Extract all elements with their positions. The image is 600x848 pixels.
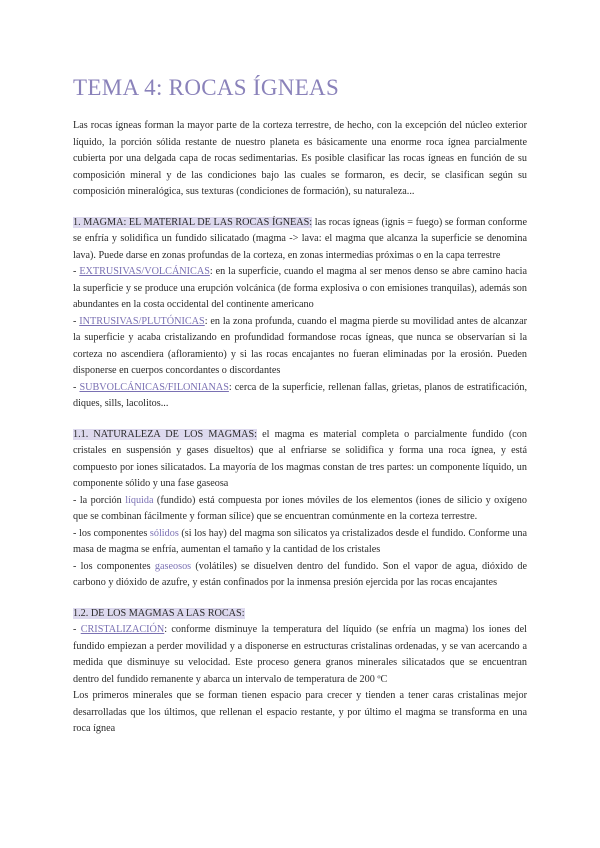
section-cristalizacion [73, 606, 527, 738]
intro-paragraph: Las rocas ígneas forman la mayor parte de la corteza terrestre, de hecho, con la excepción del núcleo exterior líquido, la porción sólida restante de nuestro planeta es básicamente una enorme roca ígnea parcialmente cubierta por una delgada capa de rocas sedimentarias. Es posible clasificar las rocas ígneas en función de su composición mineral y de las condiciones bajo las cuales se formaron, es decir, se clasifican según su composición mineralógica, sus texturas (condiciones de formación), su naturaleza... [73, 120, 527, 197]
section-cristalizacion-heading [73, 606, 527, 623]
list-item: - EXTRUSIVAS/VOLCÁNICAS: en la superficie, cuando el magma al ser menos denso se abre camino hacia la superficie y se produce una erupción volcánica (de forma explosiva o con emisiones tranquilas), además son abundantes en la costa occidental del continente americano [73, 266, 527, 310]
list-item: - los componentes sólidos (si los hay) del magma son silicatos ya cristalizados desde el fundido. Conforme una masa de magma se enfría, aumentan el tamaño y la cantidad de los cristales [73, 527, 527, 555]
term-intrusivas: INTRUSIVAS/PLUTÓNICAS [79, 315, 205, 327]
section-text: las rocas ígneas (ignis = fuego) se forman conforme se enfría y solidifica un fundido silicatado (magma -> lava: el magma que alcanza la superficie se denomina lava). Puede darse en zonas profundas de la corteza, en zonas intermedias próximas o en la capa terrestre [73, 216, 527, 261]
term-liquida: líquida [125, 494, 154, 506]
term-gaseosos: gaseosos [154, 560, 192, 572]
term-extrusivas: EXTRUSIVAS/VOLCÁNICAS [79, 266, 210, 277]
section-naturaleza-intro [73, 427, 527, 493]
section-text: el magma es material completa o parcialmente fundido (con cristales en suspensión y gases disueltos) que al enfriarse se solidifica y forma una roca ígnea, y está compuesto por iones silicatados. La mayoría de los magmas constan de tres partes: un componente líquido, un componente sólido y una fase gaseosa [73, 428, 527, 489]
list-item: - INTRUSIVAS/PLUTÓNICAS: en la zona profunda, cuando el magma pierde su movilidad antes de alcanzar la superficie y acaba cristalizando en profundidad formandose rocas ígneas, que nunca se observarían si la corteza no ascendiera (afloramiento) y si las rocas encajantes no fueran eliminadas por la erosión. Pueden disponerse en cuerpos concordantes o discordantes [73, 315, 527, 376]
term-solidos: sólidos [149, 527, 179, 539]
term-cristalizacion: CRISTALIZACIÓN [80, 624, 165, 635]
body-paragraph: Los primeros minerales que se forman tienen espacio para crecer y tienden a tener caras cristalinas mejor desarrolladas que los últimos, que rellenan el espacio restante, y por último el magma se transforma en una roca ígnea [73, 690, 527, 734]
list-item: - la porción líquida (fundido) está compuesta por iones móviles de los elementos (iones de silicio y oxígeno que se combinan fácilmente y forman sílice) que se encuentran comúnmente en la corteza terrestre. [73, 494, 527, 522]
term-subvolcanicas: SUBVOLCÁNICAS/FILONIANAS [79, 381, 229, 393]
list-item: - SUBVOLCÁNICAS/FILONIANAS: cerca de la superficie, rellenan fallas, grietas, planos de estratificación, diques, sills, lacolitos... [73, 381, 527, 409]
list-item: - los componentes gaseosos (volátiles) se disuelven dentro del fundido. Son el vapor de agua, dióxido de carbono y dióxido de azufre, y están confinados por la inmensa presión ejercida por las rocas encajantes [73, 560, 527, 588]
section-naturaleza [73, 427, 527, 592]
page-title: TEMA 4: ROCAS ÍGNEAS [73, 75, 340, 100]
section-magma-intro [73, 215, 527, 265]
section-heading: 1.2. DE LOS MAGMAS A LAS ROCAS: [73, 607, 245, 619]
section-heading: 1. MAGMA: EL MATERIAL DE LAS ROCAS ÍGNEAS: [73, 216, 313, 228]
section-magma [73, 215, 527, 413]
section-heading: 1.1. NATURALEZA DE LOS MAGMAS: [73, 428, 257, 440]
list-item: - CRISTALIZACIÓN: conforme disminuye la temperatura del líquido (se enfría un magma) los iones del fundido empiezan a perder movilidad y a disponerse en estructuras cristalinas ordenadas, y se van acercando a medida que disminuye su velocidad. Este proceso genera granos minerales silicatados que se encuentran dentro del fundido remanente y abarca un intervalo de temperatura de 200 ºC [73, 624, 527, 685]
